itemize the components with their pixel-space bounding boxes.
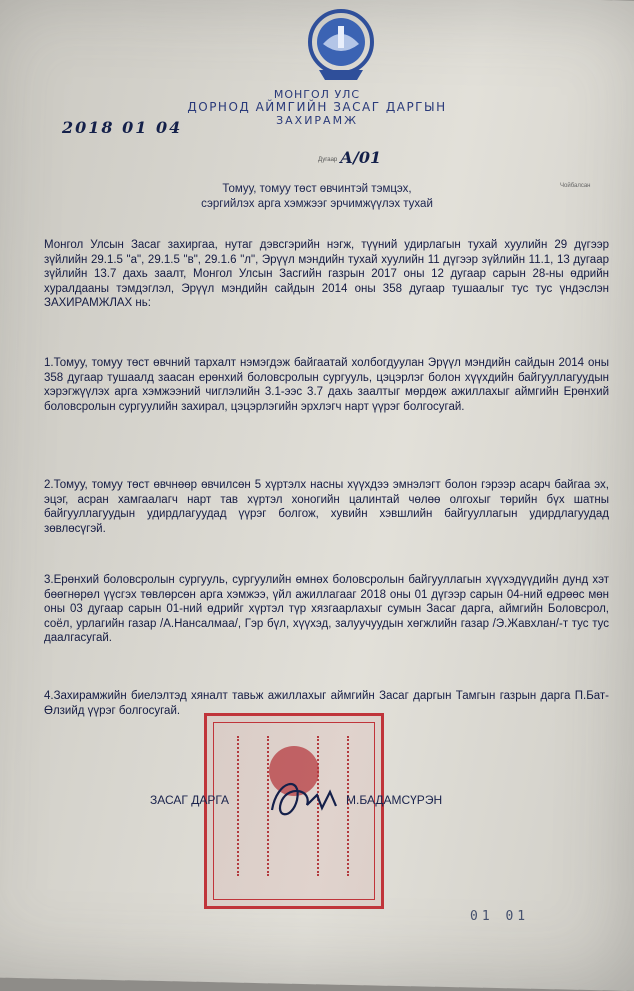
clause-3: 3.Ерөнхий боловсролын сургууль, сургуулийн өмнөх боловсролын байгууллагын хүүхэдүүдийн дунд хэт бөөгнөрөл үүсгэх төвлөрсөн арга хэмжээ, үйл ажиллагааг 2018 оны 01 дүгээр сарын 04-ний өдрөөс мөн оны 03 дугаар сарын 01-ний өдрийг хүртэл түр хязгаарлахыг сумын Засаг дарга, аймгийн Боловсрол, соёл, урлагийн газар /А.Нансалмаа/, Гэр бүл, хүүхэд, залуучуудын хөгжлийн газар /Э.Жавхлан/-т тус тус даалгасугай. [44,574,609,645]
clause-4: 4.Захирамжийн биелэлтэд хяналт тавьж ажиллахыг аймгийн Засаг даргын Тамгын газрын дарга П.Бат-Өлзийд үүрэг болгосугай. [44,690,609,717]
document-type: ЗАХИРАМЖ [276,114,358,127]
handwritten-date: 2018 01 04 [62,118,183,137]
clause-2: 2.Томуу, томуу төст өвчнөөр өвчилсөн 5 хүртэлх насны хүүхдээ эмнэлэгт болон гэрээр асарч байгаа эх, эцэг, асран хамгаалагч нарт тав хүртэл хоногийн цалинтай чөлөө олгохыг төрийн бүх шатны байгууллагуудын удирдлагуудад үүрэг болгож, хувийн хэвшлийн байгууллагын удирдлагуудад зөвлөсүгэй. [44,479,609,535]
signatory-name: М.БАДАМСҮРЭН [346,793,443,807]
decree-title-line1: Томуу, томуу төст өвчинтэй тэмцэх, [222,183,412,195]
stamp-number: 01 01 [470,909,530,924]
place-label: Чойбалсан [560,183,591,189]
signatory-title: ЗАСАГ ДАРГА [150,793,230,807]
decree-title-line2: сэргийлэх арга хэмжээг эрчимжүүлэх тухай [201,198,433,210]
country-name: МОНГОЛ УЛС [273,88,361,101]
clause-1: 1.Томуу, томуу төст өвчний тархалт нэмэгдэж байгаатай холбогдуулан Эрүүл мэндийн сайдын 2014 оны 358 дугаар тушаалд заасан ерөнхий боловсролын сургууль, цэцэрлэг болон хүүхдийн байгууллагуудын хэрэгжүүлэх арга хэмжээний чиглэлийн 3.1-ээс 3.7 дахь заалтыг мөрдөж ажиллахыг аймгийн Ерөнхий боловсролын сургуулийн захирал, цэцэрлэгийн эрхлэгч нарт үүрэг болгосугай. [44,357,609,413]
state-emblem-icon [305,8,377,82]
issuing-office: ДОРНОД АЙМГИЙН ЗАСАГ ДАРГЫН [187,100,447,114]
handwritten-number: А/01 [340,148,382,167]
preamble-paragraph: Монгол Улсын Засаг захиргаа, нутаг дэвсгэрийн нэгж, түүний удирлагын тухай хуулийн 29 дүгээр зүйлийн 29.1.5 "а", 29.1.5 "в", 29.1.6 "л", Эрүүл мэндийн тухай хуулийн 11 дүгээр зүйлийн 11.1, 13 дугаар зүйлийн 13.7 дахь заалт, Монгол Улсын Засгийн газрын 2017 оны 12 дугаар сарын 28-ны өдрийн хуралдааны тэмдэглэл, Эрүүл мэндийн сайдын 2014 оны 358 дугаар тушаалыг тус тус үндэслэн ЗАХИРАМЖЛАХ нь: [44,239,609,310]
handwritten-signature [262,770,350,830]
number-label: Дугаар [318,157,338,163]
stamp-script-column [237,736,242,876]
